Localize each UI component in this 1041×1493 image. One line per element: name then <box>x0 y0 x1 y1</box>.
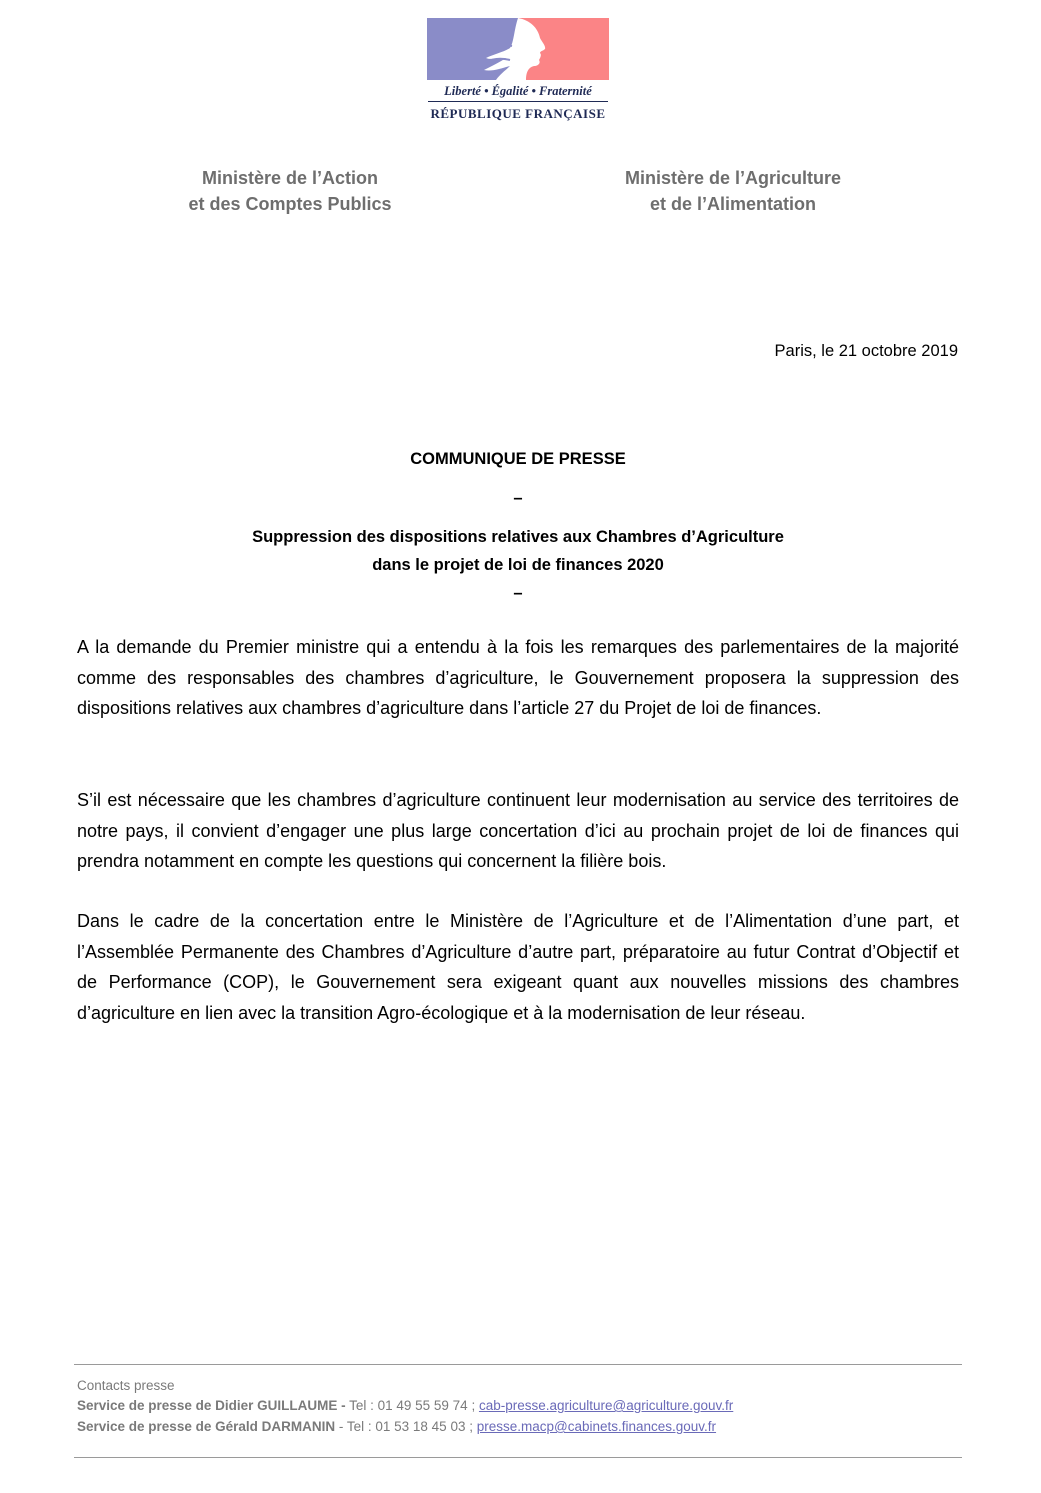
marianne-emblem-icon <box>426 18 610 82</box>
ministry-left-line-2: et des Comptes Publics <box>188 194 392 214</box>
separator-dash-bottom: – <box>513 584 523 602</box>
ministry-agriculture-alimentation <box>598 165 868 217</box>
contact-service: Service de presse de Gérald DARMANIN <box>77 1419 336 1434</box>
ministry-right-line-1: Ministère de l’Agriculture <box>624 168 842 188</box>
body-paragraph-3: Dans le cadre de la concertation entre le Ministère de l’Agriculture et de l’Alimentation d’une part, et l’Assemblée Permanente des Chambres d’Agriculture d’autre part, préparatoire au futur Contrat d’Objectif et de Performance (COP), le Gouvernement sera exigeant quant aux nouvelles missions des chambres d’agriculture en lien avec la transition Agro-écologique et à la modernisation de leur réseau. <box>77 911 959 1023</box>
document-heading: COMMUNIQUE DE PRESSE <box>410 450 626 468</box>
contact-tel: - Tel : 01 53 18 45 03 ; <box>335 1419 477 1434</box>
footer-contact-guillaume <box>77 1398 733 1413</box>
marianne-logo <box>426 18 610 128</box>
footer-divider-top <box>74 1364 962 1365</box>
subtitle-line-1: Suppression des dispositions relatives aux Chambres d’Agriculture <box>252 528 784 546</box>
contact-email-link[interactable]: presse.macp@cabinets.finances.gouv.fr <box>476 1419 717 1434</box>
contact-email-link[interactable]: cab-presse.agriculture@agriculture.gouv.fr <box>478 1398 734 1413</box>
separator-dash-top: – <box>513 489 523 507</box>
logo-divider <box>428 101 608 102</box>
footer-title: Contacts presse <box>77 1378 175 1393</box>
body-paragraph-1: A la demande du Premier ministre qui a entendu à la fois les remarques des parlementaires de la majorité comme des responsables des chambres d’agriculture, le Gouvernement proposera la suppression des dispositions relatives aux chambres d’agriculture dans l’article 27 du Projet de loi de finances. <box>77 637 959 718</box>
contact-service: Service de presse de Didier GUILLAUME - <box>77 1398 346 1413</box>
ministry-left-line-1: Ministère de l’Action <box>201 168 379 188</box>
ministry-right-line-2: et de l’Alimentation <box>649 194 817 214</box>
body-paragraph-2: S’il est nécessaire que les chambres d’agriculture continuent leur modernisation au service des territoires de notre pays, il convient d’engager une plus large concertation d’ici au prochain projet de loi de finances qui prendra notamment en compte les questions qui concernent la filière bois. <box>77 790 959 871</box>
subtitle-line-2: dans le projet de loi de finances 2020 <box>372 556 664 574</box>
footer-divider-bottom <box>74 1457 962 1458</box>
republic-name: RÉPUBLIQUE FRANÇAISE <box>430 106 606 121</box>
release-date: Paris, le 21 octobre 2019 <box>774 342 958 360</box>
contact-tel: Tel : 01 49 55 59 74 ; <box>345 1398 479 1413</box>
ministry-action-comptes-publics <box>160 165 420 217</box>
footer-contact-darmanin <box>77 1419 716 1434</box>
republic-motto: Liberté • Égalité • Fraternité <box>444 84 592 98</box>
